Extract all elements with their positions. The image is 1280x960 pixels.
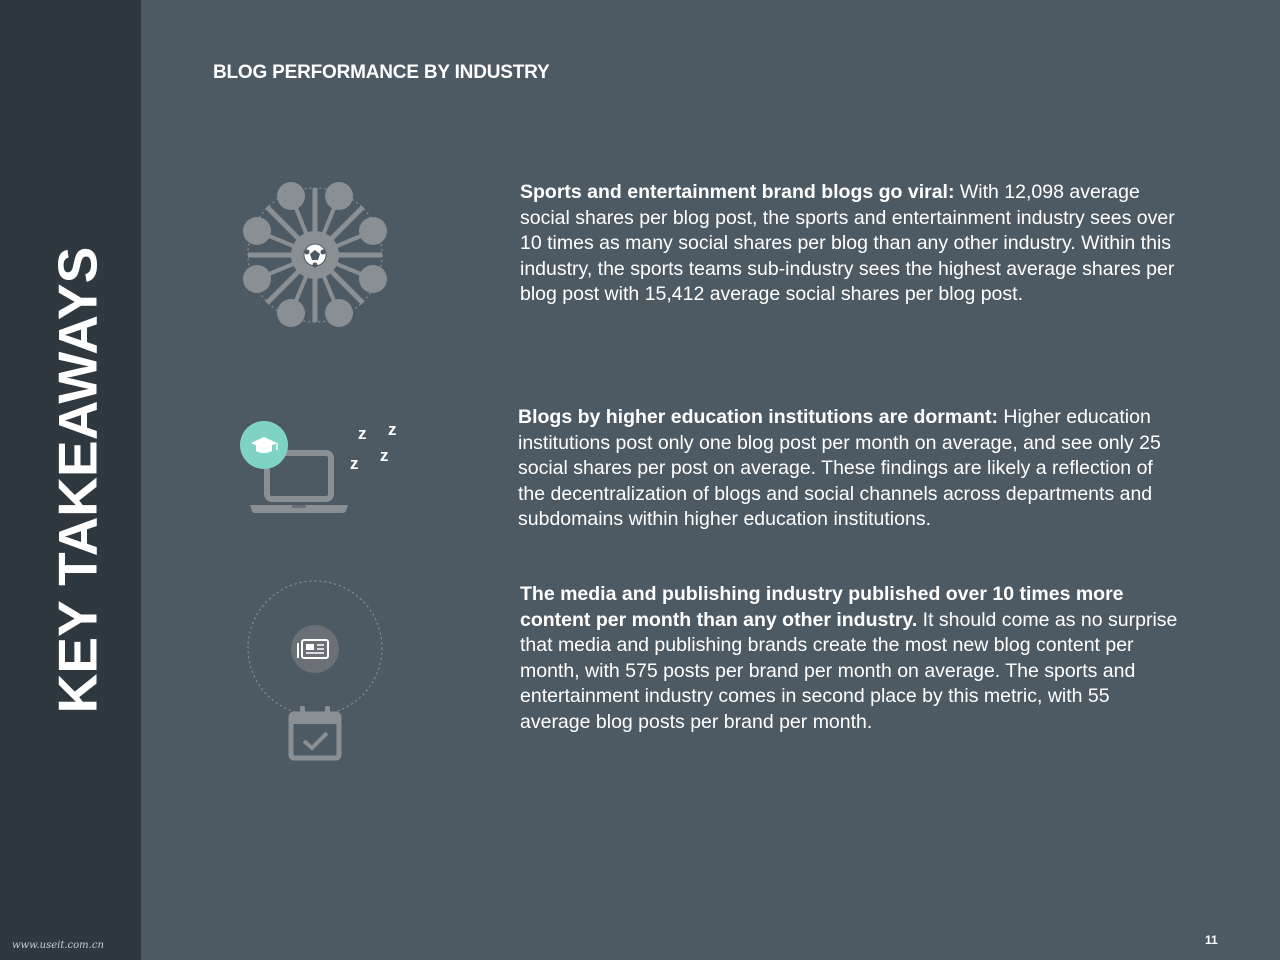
newspaper-calendar-icon [238,578,394,768]
sleeping-laptop-icon [236,414,406,520]
zzz-letter: z [358,424,367,443]
sidebar [0,0,141,960]
takeaway-media-publishing [520,582,1185,735]
zzz-letter: z [350,454,359,473]
sidebar-title: KEY TAKEAWAYS [46,246,109,714]
takeaway-body: Higher education institutions post only one blog post per month on average, and see only 25 social shares per post on average. These findings are likely a reflection of the decentralization of blogs and social channels across departments and subdomains within higher education institutions. [518,406,1161,530]
takeaway-lead: Blogs by higher education institutions are dormant: [518,406,998,428]
takeaway-body: It should come as no surprise that media and publishing brands create the most new blog content per month, with 575 posts per brand per month on average. The sports and entertainment industry comes in second place by this metric, with 55 average blog posts per brand per month. [520,608,1178,733]
watermark: www.useit.com.cn [12,940,104,951]
zzz-letter: z [380,446,389,465]
takeaway-lead: The media and publishing industry published over 10 times more content per month than any other industry. [520,583,1124,631]
takeaway-higher-education [518,405,1183,533]
section-heading: BLOG PERFORMANCE BY INDUSTRY [213,62,550,83]
page-number: 11 [1205,933,1218,947]
zzz-letter: z [388,420,397,439]
soccer-network-icon [236,176,394,334]
takeaway-body: With 12,098 average social shares per blog post, the sports and entertainment industry sees over 10 times as many social shares per blog than any other industry. Within this industry, the sports teams sub-industry sees the highest average shares per blog post with 15,412 average social shares per blog post. [520,181,1175,305]
takeaway-lead: Sports and entertainment brand blogs go viral: [520,181,955,203]
takeaway-sports [520,180,1185,308]
